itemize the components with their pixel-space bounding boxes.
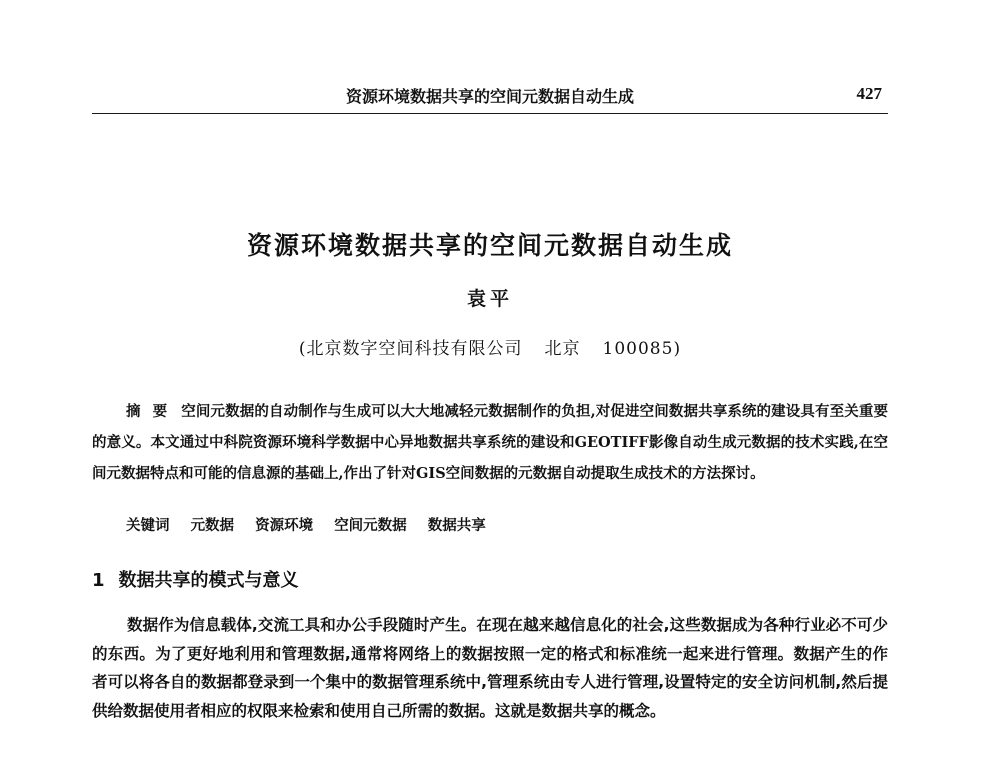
running-header-title: 资源环境数据共享的空间元数据自动生成 xyxy=(345,87,634,106)
running-header xyxy=(92,84,888,110)
affiliation-open-paren: ( xyxy=(298,339,307,359)
section-number: 1 xyxy=(92,570,105,591)
abstract xyxy=(92,396,888,489)
paper-title: 资源环境数据共享的空间元数据自动生成 xyxy=(246,231,733,260)
keyword-item: 元数据 xyxy=(190,517,235,534)
keyword-item: 空间元数据 xyxy=(334,517,407,534)
affiliation-city: 北京 xyxy=(544,339,581,359)
author-name: 袁平 xyxy=(466,288,513,310)
affiliation-postcode: 100085 xyxy=(602,339,674,359)
page-number: 427 xyxy=(856,84,882,103)
abstract-text: 空间元数据的自动制作与生成可以大大地减轻元数据制作的负担,对促进空间数据共享系统的建设具有至关重要的意义。本文通过中科院资源环境科学数据中心异地数据共享系统的建设和GEOTIFF影像自动生成元数据的技术实践,在空间元数据特点和可能的信息源的基础上,作出了针对GIS空间数据的元数据自动提取生成技术的方法探讨。 xyxy=(92,403,889,482)
section-heading xyxy=(92,566,299,592)
body-paragraph: 数据作为信息载体,交流工具和办公手段随时产生。在现在越来越信息化的社会,这些数据成为各种行业必不可少的东西。为了更好地利用和管理数据,通常将网络上的数据按照一定的格式和标准统一起来进行管理。数据产生的作者可以将各自的数据都登录到一个集中的数据管理系统中,管理系统由专人进行管理,设置特定的安全访问机制,然后提供给数据使用者相应的权限来检索和使用自己所需的数据。这就是数据共享的概念。 xyxy=(92,616,888,720)
abstract-label: 摘要 xyxy=(126,403,180,420)
header-rule xyxy=(92,113,888,114)
affiliation xyxy=(0,334,980,359)
keyword-item: 资源环境 xyxy=(255,517,314,534)
keywords xyxy=(126,512,886,540)
section-title: 数据共享的模式与意义 xyxy=(118,570,299,591)
keyword-item: 数据共享 xyxy=(427,517,486,534)
affiliation-organization: 北京数字空间科技有限公司 xyxy=(306,339,523,359)
keywords-label: 关键词 xyxy=(126,517,170,534)
affiliation-close-paren: ) xyxy=(673,339,682,359)
